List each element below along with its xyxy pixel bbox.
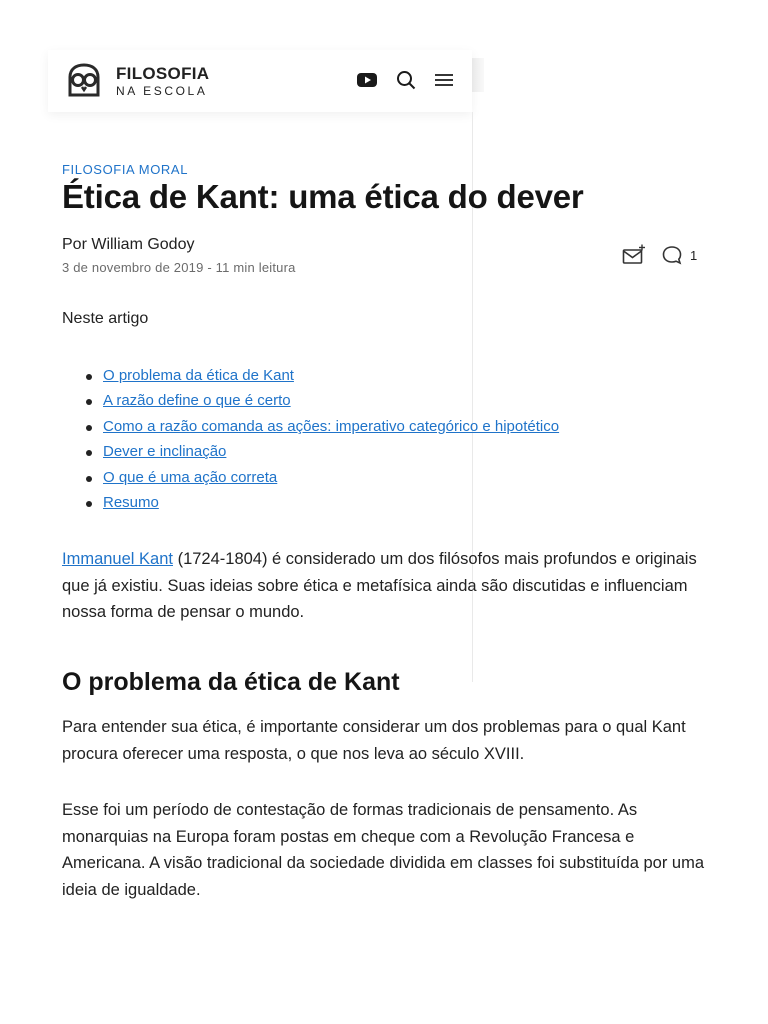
header-edge — [472, 58, 484, 92]
youtube-icon[interactable] — [356, 72, 378, 88]
toc-link-imperativo[interactable]: Como a razão comanda as ações: imperativo categórico e hipotético — [103, 417, 560, 435]
list-item — [103, 366, 559, 391]
comments-button[interactable] — [662, 245, 697, 265]
author-byline: Por William Godoy — [62, 236, 195, 253]
comment-count: 1 — [690, 247, 698, 263]
toc-link-acao-correta[interactable]: O que é uma ação correta — [103, 468, 278, 486]
list-item — [103, 391, 559, 416]
toc-link-resumo[interactable]: Resumo — [103, 493, 159, 511]
section-heading: O problema da ética de Kant — [62, 668, 400, 696]
toc-link-dever[interactable]: Dever e inclinação — [103, 443, 227, 461]
list-item — [103, 468, 559, 493]
toc-link-razao-define[interactable]: A razão define o que é certo — [103, 392, 291, 410]
list-item — [103, 417, 559, 442]
site-logo[interactable] — [66, 63, 209, 99]
menu-icon[interactable] — [434, 72, 454, 88]
article-meta: 3 de novembro de 2019 - 11 min leitura — [62, 260, 296, 275]
page-title: Ética de Kant: uma ética do dever — [62, 178, 584, 215]
paragraph-1: Para entender sua ética, é importante considerar um dos problemas para o qual Kant procura oferecer uma resposta, o que nos leva ao século XVIII. — [62, 718, 686, 763]
search-icon[interactable] — [396, 70, 416, 90]
logo-line-1: FILOSOFIA — [116, 64, 210, 83]
owl-logo-icon — [66, 63, 102, 99]
site-header — [48, 50, 472, 112]
intro-paragraph — [62, 546, 712, 626]
kant-link[interactable]: Immanuel Kant — [62, 550, 173, 568]
toc-heading: Neste artigo — [62, 310, 149, 327]
list-item — [103, 493, 559, 518]
list-item — [103, 442, 559, 467]
logo-line-2: NA ESCOLA — [116, 84, 208, 98]
intro-text: (1724-1804) é considerado um dos filósofos mais profundos e originais que já existiu. Suas ideias sobre ética e metafísica ainda são discutidas e influenciam nossa forma de pensar o mundo. — [62, 550, 697, 621]
comment-icon — [662, 245, 682, 265]
paragraph-2: Esse foi um período de contestação de formas tradicionais de pensamento. As monarquias na Europa foram postas em cheque com a Revolução Francesa e Americana. A visão tradicional da sociedade dividida em classes foi substituída por uma ideia de igualdade. — [62, 801, 705, 899]
subscribe-mail-icon[interactable] — [622, 244, 646, 266]
toc-link-problema[interactable]: O problema da ética de Kant — [103, 367, 294, 384]
toc-list — [62, 366, 559, 518]
category-link[interactable]: FILOSOFIA MORAL — [62, 162, 189, 177]
